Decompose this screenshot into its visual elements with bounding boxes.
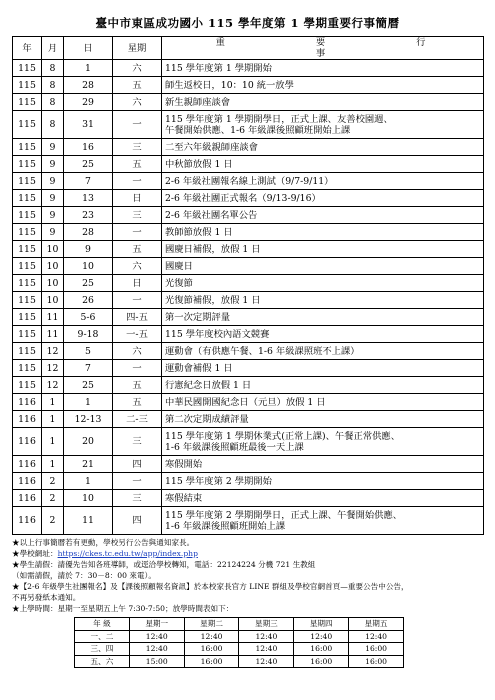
- weekday-cell: 日: [113, 275, 162, 292]
- month-cell: 11: [42, 326, 64, 343]
- event-row: [13, 156, 484, 173]
- year-cell: 115: [13, 241, 42, 258]
- event-row: [13, 428, 484, 456]
- month-cell: 9: [42, 224, 64, 241]
- event-text: 2-6 年級社團名單公告: [165, 209, 258, 221]
- schedule-time-cell: 16:00: [294, 643, 349, 656]
- year-cell: 115: [13, 139, 42, 156]
- year-cell: 115: [13, 258, 42, 275]
- note-registration-cont: 不再另發紙本通知。: [12, 593, 81, 602]
- month-cell: 2: [42, 490, 64, 507]
- schedule-row: [75, 630, 404, 643]
- month-cell: 8: [42, 60, 64, 77]
- year-cell: 115: [13, 377, 42, 394]
- schedule-body: [75, 630, 404, 668]
- year-cell: 115: [13, 156, 42, 173]
- event-text: 國慶日: [165, 260, 193, 272]
- weekday-cell: 四: [113, 507, 162, 535]
- day-cell: 13: [64, 190, 113, 207]
- event-cell: [162, 456, 484, 473]
- event-row: [13, 207, 484, 224]
- weekday-cell: 一: [113, 224, 162, 241]
- weekday-cell: 六: [113, 60, 162, 77]
- schedule-header-row: [75, 618, 404, 631]
- note-changes: ★以上行事簡曆若有更動，學校另行公告與通知家長。: [12, 538, 195, 547]
- schedule-header-day: 星期五: [349, 618, 404, 631]
- weekday-cell: 三: [113, 207, 162, 224]
- event-row: [13, 139, 484, 156]
- weekday-cell: 一: [113, 360, 162, 377]
- year-cell: 116: [13, 456, 42, 473]
- day-cell: 7: [64, 360, 113, 377]
- schedule-header-day: 星期一: [129, 618, 184, 631]
- event-row: [13, 111, 484, 139]
- schedule-time-cell: 12:40: [239, 643, 294, 656]
- header-day: 日: [64, 37, 113, 60]
- year-cell: 116: [13, 473, 42, 490]
- header-month: 月: [42, 37, 64, 60]
- month-cell: 8: [42, 77, 64, 94]
- event-text: 二至六年級親師座談會: [165, 141, 258, 153]
- month-cell: 1: [42, 394, 64, 411]
- weekday-cell: 六: [113, 343, 162, 360]
- year-cell: 115: [13, 111, 42, 139]
- year-cell: 116: [13, 428, 42, 456]
- note-leave: ★學生請假：請優先告知各班導師，或逕洽學校轉知，電話：22124224 分機 721 生教組: [12, 560, 316, 569]
- event-text: 光復節: [165, 277, 193, 289]
- day-cell: 31: [64, 111, 113, 139]
- note-website-label: ★學校網址：: [12, 549, 58, 558]
- event-row: [13, 60, 484, 77]
- month-cell: 11: [42, 309, 64, 326]
- event-text: 2-6 年級社團正式報名（9/13-9/16）: [165, 192, 321, 204]
- event-cell: [162, 156, 484, 173]
- weekday-cell: 四-五: [113, 309, 162, 326]
- month-cell: 2: [42, 473, 64, 490]
- weekday-cell: 三: [113, 139, 162, 156]
- day-cell: 1: [64, 394, 113, 411]
- day-cell: 9-18: [64, 326, 113, 343]
- year-cell: 115: [13, 360, 42, 377]
- events-body: [13, 60, 484, 535]
- day-cell: 10: [64, 258, 113, 275]
- event-text: 寒假開始: [165, 458, 203, 470]
- weekday-cell: 五: [113, 394, 162, 411]
- event-cell: [162, 94, 484, 111]
- event-row: [13, 258, 484, 275]
- event-row: [13, 241, 484, 258]
- event-row: [13, 456, 484, 473]
- events-header-row: [13, 37, 484, 60]
- year-cell: 115: [13, 224, 42, 241]
- month-cell: 10: [42, 292, 64, 309]
- event-cell: [162, 343, 484, 360]
- weekday-cell: 六: [113, 258, 162, 275]
- note-leave-time: （如需請假，請於 7：30－8：00 來電）。: [12, 571, 156, 580]
- event-cell: [162, 360, 484, 377]
- day-cell: 21: [64, 456, 113, 473]
- day-cell: 5: [64, 343, 113, 360]
- event-cell: [162, 490, 484, 507]
- day-cell: 16: [64, 139, 113, 156]
- schedule-time-cell: 12:40: [294, 630, 349, 643]
- month-cell: 2: [42, 507, 64, 535]
- weekday-cell: 五: [113, 156, 162, 173]
- weekday-cell: 一: [113, 173, 162, 190]
- month-cell: 9: [42, 207, 64, 224]
- year-cell: 115: [13, 326, 42, 343]
- event-cell: [162, 207, 484, 224]
- weekday-cell: 二-三: [113, 411, 162, 428]
- event-cell: [162, 473, 484, 490]
- event-cell: [162, 292, 484, 309]
- event-row: [13, 411, 484, 428]
- event-row: [13, 377, 484, 394]
- event-text: 中秋節放假 1 日: [165, 158, 233, 170]
- event-text: 寒假結束: [165, 492, 203, 504]
- weekday-cell: 五: [113, 241, 162, 258]
- schedule-time-cell: 16:00: [294, 655, 349, 668]
- event-text: 午餐開始供應、1-6 年級課後照顧班開始上課: [165, 124, 351, 136]
- event-text: 1-6 年級課後照顧班最後一天上課: [165, 441, 304, 453]
- month-cell: 10: [42, 241, 64, 258]
- month-cell: 10: [42, 258, 64, 275]
- header-year: 年: [13, 37, 42, 60]
- day-cell: 9: [64, 241, 113, 258]
- event-text: 光復節補假，放假 1 日: [165, 294, 261, 306]
- year-cell: 115: [13, 173, 42, 190]
- schedule-grade-cell: 三、四: [75, 643, 130, 656]
- day-cell: 25: [64, 156, 113, 173]
- day-cell: 1: [64, 473, 113, 490]
- weekday-cell: 五: [113, 77, 162, 94]
- events-table: [12, 36, 484, 535]
- event-row: [13, 224, 484, 241]
- month-cell: 10: [42, 275, 64, 292]
- event-text: 1-6 年級課後照顧班開始上課: [165, 520, 286, 532]
- event-row: [13, 326, 484, 343]
- day-cell: 12-13: [64, 411, 113, 428]
- day-cell: 23: [64, 207, 113, 224]
- schedule-time-cell: 12:40: [129, 630, 184, 643]
- event-row: [13, 77, 484, 94]
- page-title: 臺中市東區成功國小 115 學年度第 1 學期重要行事簡曆: [95, 16, 400, 30]
- schedule-time-cell: 16:00: [184, 655, 239, 668]
- event-row: [13, 173, 484, 190]
- event-cell: [162, 411, 484, 428]
- month-cell: 12: [42, 343, 64, 360]
- schedule-time-cell: 12:40: [184, 630, 239, 643]
- month-cell: 1: [42, 428, 64, 456]
- month-cell: 12: [42, 377, 64, 394]
- event-row: [13, 309, 484, 326]
- day-cell: 1: [64, 60, 113, 77]
- weekday-cell: 五: [113, 377, 162, 394]
- event-cell: [162, 111, 484, 139]
- event-text: 新生親師座談會: [165, 96, 231, 108]
- month-cell: 1: [42, 456, 64, 473]
- event-cell: [162, 241, 484, 258]
- weekday-cell: 三: [113, 428, 162, 456]
- note-school-hours: ★上學時間：星期一至星期五上午 7:30-7:50；放學時間表如下：: [12, 604, 234, 613]
- schedule-time-cell: 12:40: [129, 643, 184, 656]
- event-text: 第一次定期評量: [165, 311, 231, 323]
- year-cell: 115: [13, 60, 42, 77]
- month-cell: 8: [42, 111, 64, 139]
- day-cell: 25: [64, 377, 113, 394]
- month-cell: 1: [42, 411, 64, 428]
- event-cell: [162, 326, 484, 343]
- event-text: 教師節放假 1 日: [165, 226, 233, 238]
- year-cell: 116: [13, 394, 42, 411]
- event-text: 115 學年度第 1 學期休業式(正常上課)、午餐正常供應、: [165, 430, 401, 442]
- event-text: 第二次定期成績評量: [165, 413, 249, 425]
- day-cell: 11: [64, 507, 113, 535]
- day-cell: 29: [64, 94, 113, 111]
- event-cell: [162, 275, 484, 292]
- weekday-cell: 一: [113, 292, 162, 309]
- schedule-header-day: 星期二: [184, 618, 239, 631]
- note-registration: ★【2-6 年級學生社團報名】及【課後照顧報名資訊】於本校家長官方 LINE 群組及學校官網首頁—重要公告中公告，: [12, 582, 409, 591]
- event-cell: [162, 139, 484, 156]
- event-row: [13, 490, 484, 507]
- event-cell: [162, 309, 484, 326]
- day-cell: 5-6: [64, 309, 113, 326]
- event-cell: [162, 190, 484, 207]
- day-cell: 28: [64, 224, 113, 241]
- year-cell: 115: [13, 207, 42, 224]
- year-cell: 116: [13, 490, 42, 507]
- event-text: 中華民國開國紀念日（元旦）放假 1 日: [165, 396, 326, 408]
- schedule-row: [75, 643, 404, 656]
- school-website-link[interactable]: https://ckes.tc.edu.tw/app/index.php: [57, 549, 198, 558]
- event-row: [13, 343, 484, 360]
- note-website: [12, 548, 483, 559]
- month-cell: 9: [42, 139, 64, 156]
- day-cell: 25: [64, 275, 113, 292]
- year-cell: 115: [13, 292, 42, 309]
- event-text: 115 學年度第 1 學期開始: [165, 62, 272, 74]
- schedule-header-day: 星期四: [294, 618, 349, 631]
- year-cell: 115: [13, 94, 42, 111]
- year-cell: 115: [13, 190, 42, 207]
- schedule-time-cell: 16:00: [349, 643, 404, 656]
- schedule-header-day: 星期三: [239, 618, 294, 631]
- day-cell: 26: [64, 292, 113, 309]
- event-text: 115 學年度第 2 學期開始: [165, 475, 272, 487]
- event-cell: [162, 60, 484, 77]
- schedule-time-cell: 12:40: [239, 655, 294, 668]
- event-row: [13, 473, 484, 490]
- month-cell: 12: [42, 360, 64, 377]
- schedule-grade-cell: 五、六: [75, 655, 130, 668]
- schedule-time-cell: 15:00: [129, 655, 184, 668]
- event-text: 2-6 年級社團報名線上測試（9/7-9/11）: [165, 175, 334, 187]
- weekday-cell: 日: [113, 190, 162, 207]
- weekday-cell: 一: [113, 111, 162, 139]
- month-cell: 8: [42, 94, 64, 111]
- weekday-cell: 六: [113, 94, 162, 111]
- event-text: 115 學年度校內語文競賽: [165, 328, 270, 340]
- year-cell: 115: [13, 309, 42, 326]
- event-cell: [162, 428, 484, 456]
- year-cell: 116: [13, 411, 42, 428]
- month-cell: 9: [42, 190, 64, 207]
- event-cell: [162, 224, 484, 241]
- schedule-row: [75, 655, 404, 668]
- month-cell: 9: [42, 173, 64, 190]
- event-text: 115 學年度第 1 學期開學日，正式上課、友善校園週、: [165, 113, 393, 125]
- event-text: 運動會（有供應午餐、1-6 年級課照班不上課）: [165, 345, 360, 357]
- weekday-cell: 三: [113, 490, 162, 507]
- weekday-cell: 一-五: [113, 326, 162, 343]
- notes-section: [12, 537, 483, 614]
- event-row: [13, 275, 484, 292]
- event-row: [13, 190, 484, 207]
- dismissal-schedule-table: [74, 617, 404, 668]
- event-row: [13, 507, 484, 535]
- event-cell: [162, 173, 484, 190]
- weekday-cell: 一: [113, 473, 162, 490]
- event-row: [13, 94, 484, 111]
- event-text: 行憲紀念日放假 1 日: [165, 379, 252, 391]
- event-cell: [162, 394, 484, 411]
- schedule-header-grade: 年 級: [75, 618, 130, 631]
- event-text: 運動會補假 1 日: [165, 362, 233, 374]
- year-cell: 115: [13, 275, 42, 292]
- day-cell: 10: [64, 490, 113, 507]
- year-cell: 116: [13, 507, 42, 535]
- header-events: 重 要 行 事: [162, 37, 484, 60]
- schedule-time-cell: 12:40: [349, 630, 404, 643]
- header-weekday: 星期: [113, 37, 162, 60]
- month-cell: 9: [42, 156, 64, 173]
- weekday-cell: 四: [113, 456, 162, 473]
- day-cell: 20: [64, 428, 113, 456]
- event-cell: [162, 77, 484, 94]
- schedule-time-cell: 12:40: [239, 630, 294, 643]
- event-cell: [162, 258, 484, 275]
- event-row: [13, 292, 484, 309]
- day-cell: 7: [64, 173, 113, 190]
- event-cell: [162, 377, 484, 394]
- schedule-grade-cell: 一、二: [75, 630, 130, 643]
- event-row: [13, 394, 484, 411]
- event-cell: [162, 507, 484, 535]
- event-text: 國慶日補假，放假 1 日: [165, 243, 261, 255]
- schedule-time-cell: 16:00: [349, 655, 404, 668]
- event-row: [13, 360, 484, 377]
- year-cell: 115: [13, 77, 42, 94]
- schedule-time-cell: 16:00: [184, 643, 239, 656]
- year-cell: 115: [13, 343, 42, 360]
- event-text: 師生返校日，10：10 統一放學: [165, 79, 294, 91]
- event-text: 115 學年度第 2 學期開學日，正式上課、午餐開始供應、: [165, 509, 403, 521]
- day-cell: 28: [64, 77, 113, 94]
